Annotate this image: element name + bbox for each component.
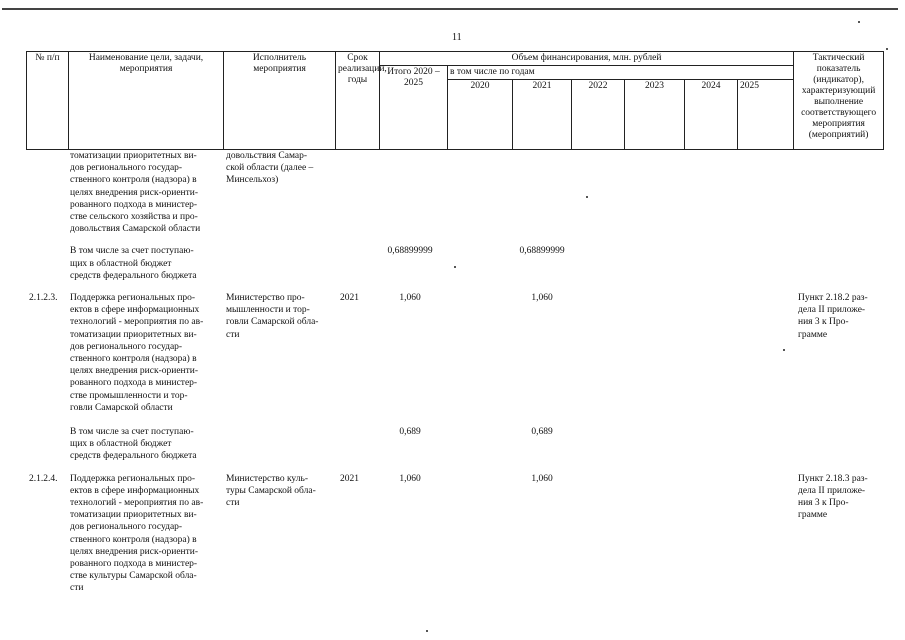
- row-name-line: щих в областной бюджет: [70, 439, 172, 450]
- row-name-line: говли Самарской области: [70, 402, 173, 413]
- row-executor: [226, 150, 332, 187]
- row-name: [70, 245, 222, 282]
- row-name-line: рованного подхода в министер-: [70, 559, 198, 569]
- row-executor: [226, 292, 332, 341]
- header-total: Итого 2020 – 2025: [380, 66, 448, 150]
- row-indicator-line: грамме: [798, 329, 828, 340]
- row-name-line: целях внедрения риск-ориенти-: [70, 187, 199, 198]
- header-financing: Объем финансирования, млн. рублей: [380, 52, 794, 66]
- header-name: Наименование цели, задачи, мероприятия: [69, 52, 224, 150]
- row-indicator-line: ния 3 к Про-: [798, 497, 849, 508]
- header-year-2024: 2024: [685, 80, 738, 150]
- row-name-line: стве сельского хозяйства и про-: [70, 212, 198, 223]
- row-term: 2021: [340, 292, 359, 303]
- header-num: № п/п: [27, 52, 69, 150]
- table-header: [26, 51, 884, 150]
- row-name-line: средств федерального бюджета: [70, 451, 197, 462]
- row-executor-line: Министерство про-: [226, 292, 305, 303]
- row-name-line: целях внедрения риск-ориенти-: [70, 546, 199, 557]
- row-name-line: дов регионального государ-: [70, 163, 183, 174]
- row-indicator-line: ния 3 к Про-: [798, 317, 849, 328]
- row-name-line: В том числе за счет поступаю-: [70, 426, 194, 437]
- row-name-line: ственного контроля (надзора) в: [70, 175, 197, 186]
- row-name: [70, 292, 222, 414]
- row-name-line: средств федерального бюджета: [70, 270, 197, 281]
- page-number: 11: [452, 32, 462, 43]
- row-name-line: ектов в сфере информационных: [70, 305, 200, 316]
- scan-speck: [426, 630, 428, 632]
- row-executor-line: туры Самарской обла-: [226, 485, 316, 496]
- row-executor-line: сти: [226, 329, 240, 340]
- row-indicator: [798, 473, 880, 522]
- scan-speck: [783, 349, 785, 351]
- row-name-line: сти: [70, 583, 84, 594]
- scan-speck: [858, 21, 860, 23]
- row-total: 1,060: [399, 292, 421, 303]
- header-year-2022: 2022: [572, 80, 625, 150]
- row-executor-line: мышленности и тор-: [226, 305, 310, 316]
- row-executor-line: Минсельхоз): [226, 175, 279, 186]
- row-name-line: Поддержка региональных про-: [70, 292, 196, 303]
- row-name-line: стве культуры Самарской обла-: [70, 571, 197, 582]
- row-name-line: ектов в сфере информационных: [70, 485, 200, 496]
- row-name-line: целях внедрения риск-ориенти-: [70, 366, 199, 377]
- row-name-line: В том числе за счет поступаю-: [70, 246, 194, 257]
- table-body: [26, 150, 883, 595]
- row-name-line: стве промышленности и тор-: [70, 390, 188, 401]
- row-name-line: рованного подхода в министер-: [70, 378, 198, 389]
- row-name-line: ственного контроля (надзора) в: [70, 354, 197, 364]
- row-executor-line: довольствия Самар-: [226, 151, 308, 161]
- header-executor: Исполнитель мероприятия: [224, 52, 336, 150]
- row-name: [70, 473, 222, 595]
- row-name-line: томатизации приоритетных ви-: [70, 329, 197, 340]
- row-value-2021: 1,060: [531, 473, 553, 484]
- row-executor-line: ской области (далее –: [226, 163, 314, 174]
- table-row: [26, 150, 883, 235]
- scan-speck: [586, 196, 588, 198]
- table-row: [26, 245, 883, 282]
- header-by-years: в том числе по годам: [448, 66, 794, 80]
- row-total: 0,689: [399, 426, 421, 437]
- row-total: 0,68899999: [387, 246, 433, 257]
- table-row: [26, 426, 883, 463]
- row-name-line: томатизации приоритетных ви-: [70, 151, 197, 161]
- row-name-line: щих в областной бюджет: [70, 258, 172, 269]
- header-year-2023: 2023: [625, 80, 685, 150]
- row-name-line: довольствия Самарской области: [70, 224, 201, 235]
- row-indicator: [798, 292, 880, 341]
- row-name-line: ственного контроля (надзора) в: [70, 534, 197, 545]
- header-year-2025: 2025: [738, 80, 794, 150]
- row-number: 2.1.2.4.: [29, 473, 58, 484]
- row-value-2021: 1,060: [531, 292, 553, 303]
- row-indicator-line: Пункт 2.18.2 раз-: [798, 292, 868, 303]
- row-value-2021: 0,68899999: [519, 246, 565, 257]
- table-row: [26, 473, 883, 595]
- header-year-2020: 2020: [448, 80, 513, 150]
- row-name-line: технологий - мероприятия по ав-: [70, 497, 204, 508]
- row-executor-line: Министерство куль-: [226, 473, 308, 484]
- row-indicator-line: дела II приложе-: [798, 305, 866, 316]
- row-indicator-line: грамме: [798, 510, 828, 521]
- row-name-line: дов регионального государ-: [70, 341, 183, 352]
- header-term: Срок реализации, годы: [336, 52, 380, 150]
- scan-speck: [886, 48, 888, 50]
- row-indicator-line: Пункт 2.18.3 раз-: [798, 473, 868, 484]
- row-name-line: дов регионального государ-: [70, 522, 183, 533]
- row-total: 1,060: [399, 473, 421, 484]
- row-name: [70, 426, 222, 463]
- row-executor: [226, 473, 332, 510]
- row-indicator-line: дела II приложе-: [798, 485, 866, 496]
- row-name-line: технологий - мероприятия по ав-: [70, 317, 204, 328]
- row-term: 2021: [340, 473, 359, 484]
- row-name: [70, 150, 222, 235]
- header-year-2021: 2021: [513, 80, 572, 150]
- scan-edge-line: [2, 8, 898, 10]
- row-number: 2.1.2.3.: [29, 292, 58, 303]
- row-name-line: Поддержка региональных про-: [70, 473, 196, 484]
- row-executor-line: сти: [226, 497, 240, 508]
- row-executor-line: говли Самарской обла-: [226, 317, 319, 328]
- scan-speck: [454, 266, 456, 268]
- row-value-2021: 0,689: [531, 426, 553, 437]
- header-indicator: Тактический показатель (индикатор), характеризующий выполнение соответствующего мероприятия (мероприятий): [794, 52, 884, 150]
- row-name-line: рованного подхода в министер-: [70, 199, 198, 210]
- table-row: [26, 292, 883, 414]
- row-name-line: томатизации приоритетных ви-: [70, 510, 197, 521]
